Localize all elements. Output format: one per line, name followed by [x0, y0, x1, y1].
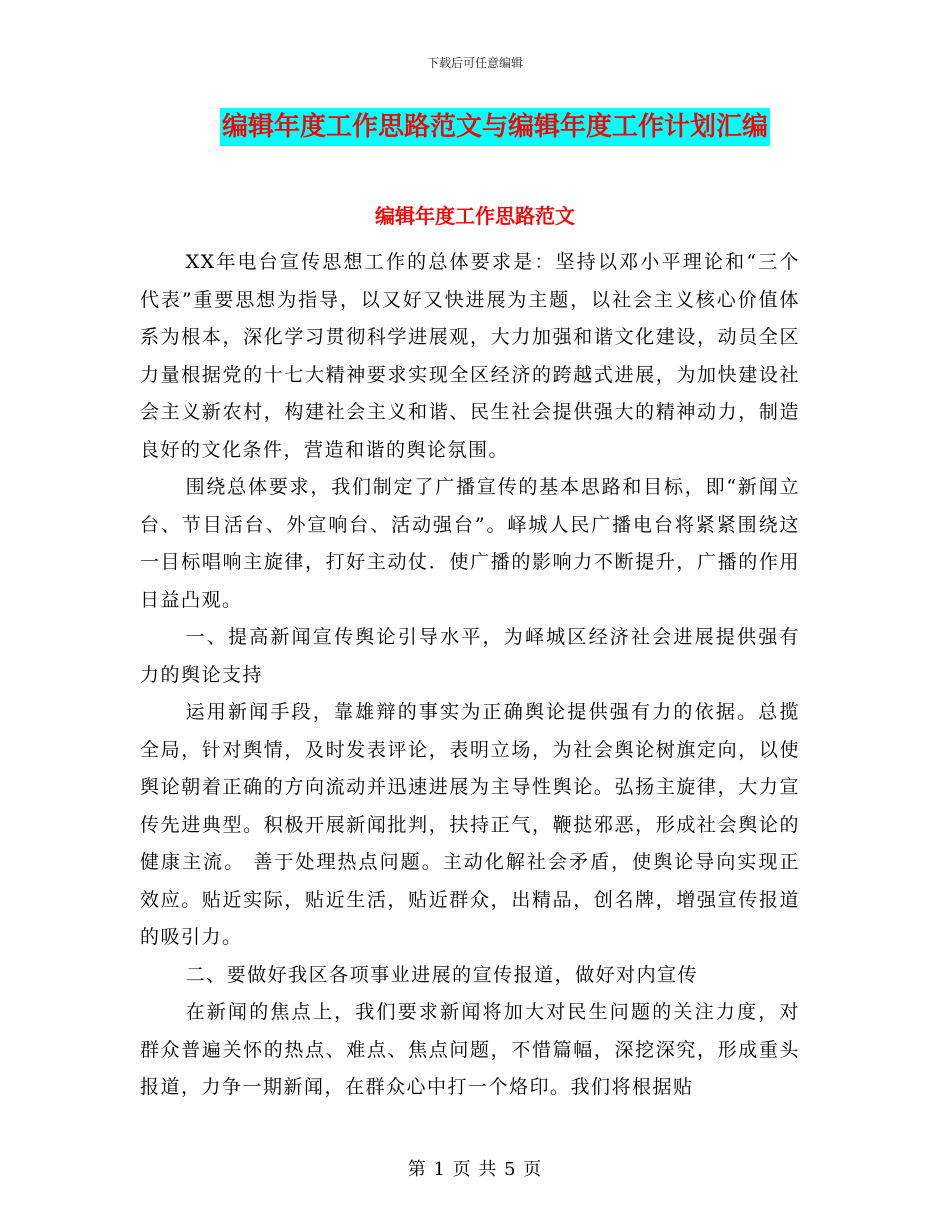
page-number-footer: 第 1 页 共 5 页 — [407, 1159, 543, 1180]
page-header-note: 下载后可任意编辑 — [426, 56, 523, 70]
paragraph: 运用新闻手段，靠雄辩的事实为正确舆论提供强有力的依据。总揽全局，针对舆情，及时发表评论，表明立场，为社会舆论树旗定向，以使舆论朝着正确的方向流动并迅速进展为主导性舆论。弘扬主旋律，大力宣传先进典型。积极开展新闻批判，扶持正气，鞭挞邪恶，形成社会舆论的健康主流。 善于处理热点问题。主动化解社会矛盾，使舆论导向实现正效应。贴近实际，贴近生活，贴近群众，出精品，创名牌，增强宣传报道的吸引力。 — [140, 701, 800, 948]
document-body — [140, 244, 800, 1107]
paragraph: 在新闻的焦点上，我们要求新闻将加大对民生问题的关注力度，对群众普遍关怀的热点、难点、焦点问题，不惜篇幅，深挖深究，形成重头报道，力争一期新闻，在群众心中打一个烙印。我们将根据贴 — [140, 1001, 800, 1098]
section-title: 编辑年度工作思路范文 — [375, 204, 575, 228]
paragraph-heading: 一、提高新闻宣传舆论引导水平，为峄城区经济社会进展提供强有力的舆论支持 — [140, 626, 800, 686]
document-title: 编辑年度工作思路范文与编辑年度工作计划汇编 — [220, 108, 770, 146]
paragraph: XX年电台宣传思想工作的总体要求是：坚持以邓小平理论和“三个代表”重要思想为指导，以又好又快进展为主题，以社会主义核心价值体系为根本，深化学习贯彻科学进展观，大力加强和谐文化建设，动员全区力量根据党的十七大精神要求实现全区经济的跨越式进展，为加快建设社会主义新农村，构建社会主义和谐、民生社会提供强大的精神动力，制造良好的文化条件，营造和谐的舆论氛围。 — [140, 251, 800, 461]
paragraph: 围绕总体要求，我们制定了广播宣传的基本思路和目标，即“新闻立台、节目活台、外宣响台、活动强台”。峄城人民广播电台将紧紧围绕这一目标唱响主旋律，打好主动仗．使广播的影响力不断提升，广播的作用日益凸观。 — [140, 476, 800, 611]
paragraph-heading: 二、要做好我区各项事业进展的宣传报道，做好对内宣传 — [185, 963, 699, 986]
